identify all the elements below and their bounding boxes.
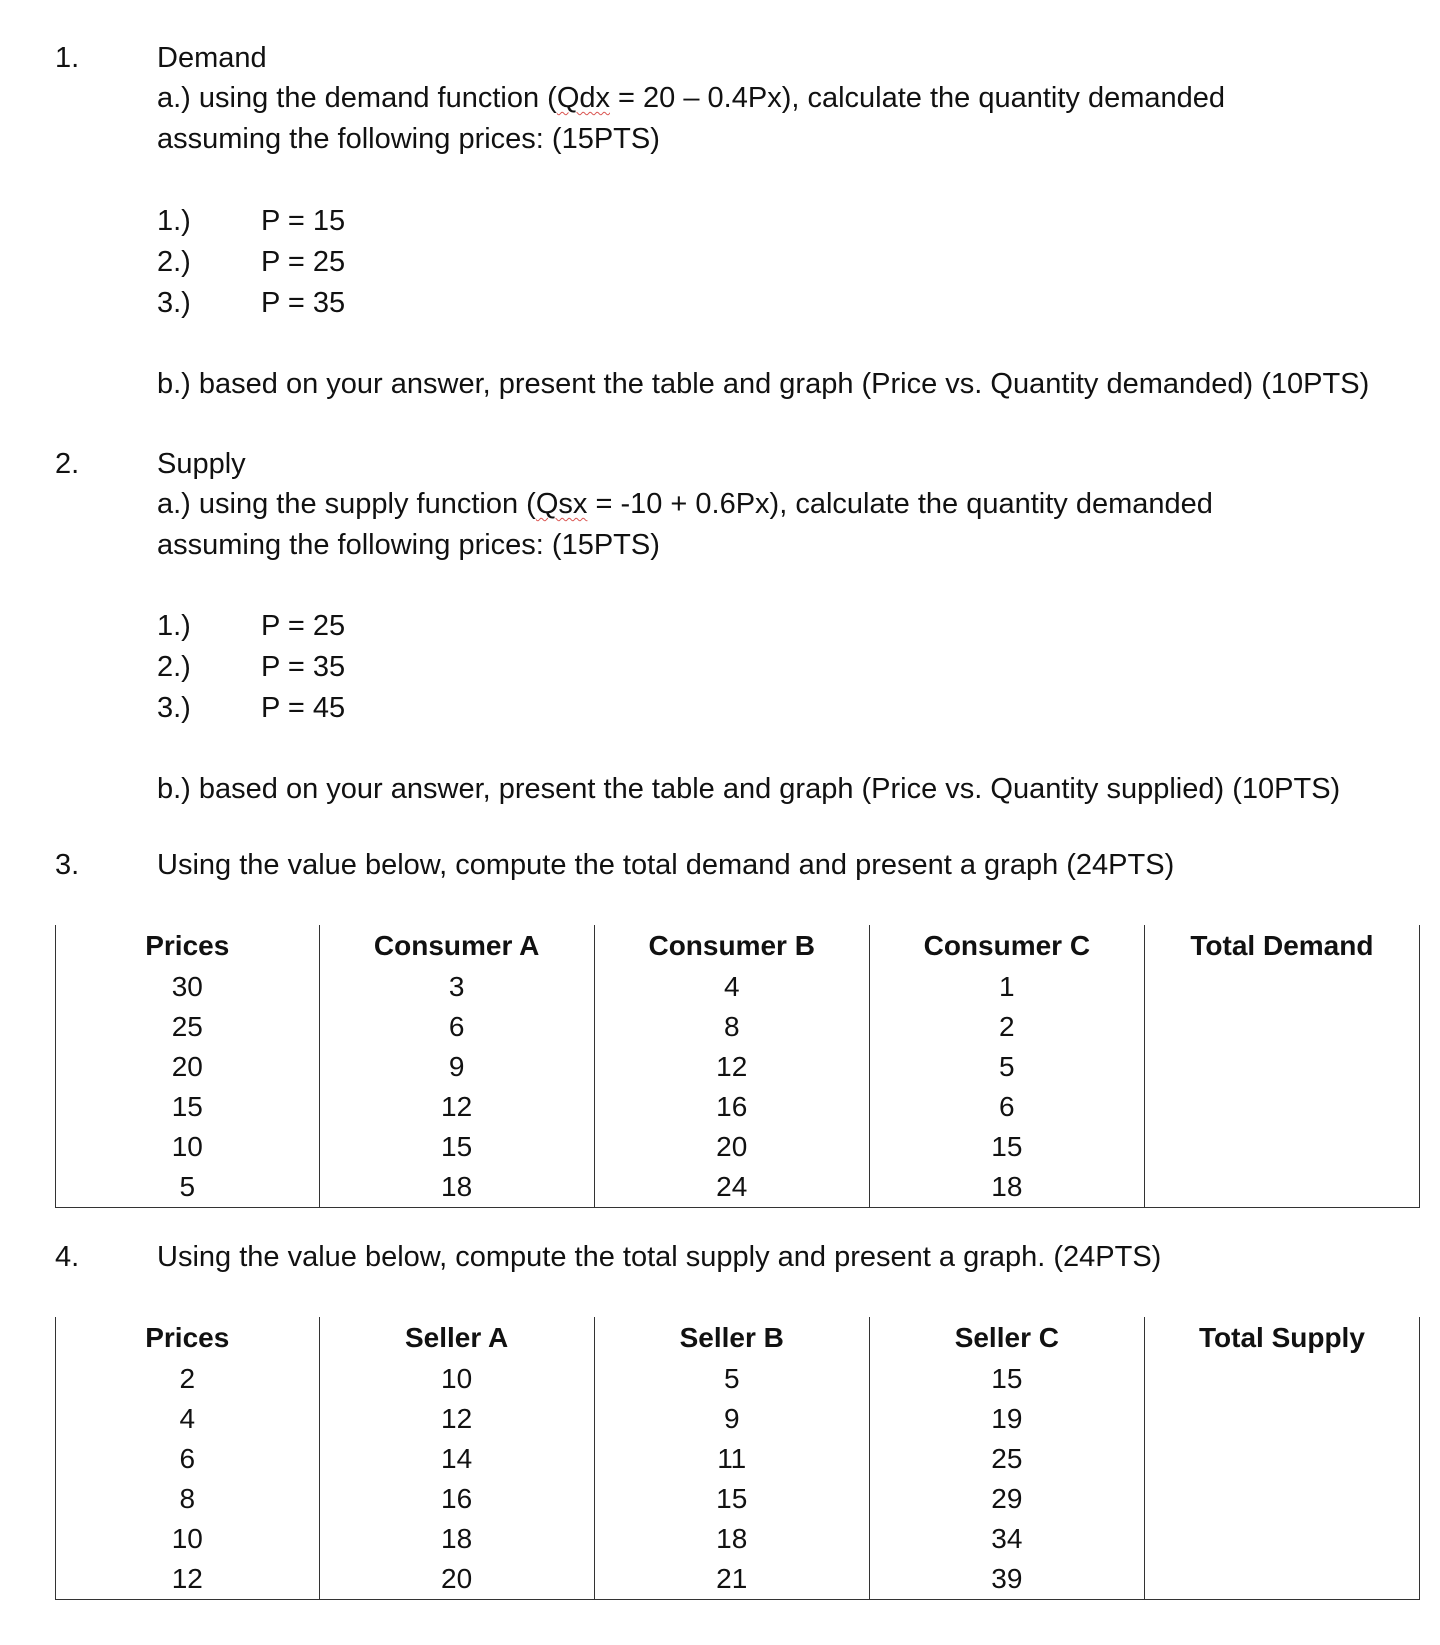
table-cell-empty bbox=[1144, 1167, 1419, 1208]
table-row bbox=[56, 1519, 1420, 1559]
table-cell: 19 bbox=[869, 1399, 1144, 1439]
table-cell-empty bbox=[1144, 967, 1419, 1007]
q2-part-a bbox=[157, 490, 1213, 519]
q1-price-3-value: P = 35 bbox=[261, 287, 346, 319]
table-cell: 20 bbox=[594, 1127, 869, 1167]
table-cell: 18 bbox=[319, 1167, 594, 1208]
table-row bbox=[56, 967, 1420, 1007]
q1-part-a-line2: assuming the following prices: (15PTS) bbox=[157, 123, 660, 155]
table-cell: 34 bbox=[869, 1519, 1144, 1559]
table-cell: 2 bbox=[869, 1007, 1144, 1047]
table-cell-empty bbox=[1144, 1439, 1419, 1479]
table-header-row bbox=[56, 1317, 1420, 1359]
col-header-prices: Prices bbox=[56, 925, 320, 967]
table-cell: 3 bbox=[319, 967, 594, 1007]
table-cell: 14 bbox=[319, 1439, 594, 1479]
q2-number: 2. bbox=[55, 448, 80, 480]
q4-number: 4. bbox=[55, 1241, 80, 1273]
q3-number: 3. bbox=[55, 849, 80, 881]
supply-table bbox=[55, 1317, 1420, 1600]
table-cell: 18 bbox=[594, 1519, 869, 1559]
table-row bbox=[56, 1087, 1420, 1127]
table-cell: 11 bbox=[594, 1439, 869, 1479]
table-cell: 30 bbox=[56, 967, 320, 1007]
table-cell: 20 bbox=[319, 1559, 594, 1600]
table-cell: 25 bbox=[56, 1007, 320, 1047]
table-cell: 15 bbox=[56, 1087, 320, 1127]
q2-price-1-value: P = 25 bbox=[261, 610, 346, 642]
table-cell: 6 bbox=[56, 1439, 320, 1479]
col-header-consumer-b: Consumer B bbox=[594, 925, 869, 967]
q1-part-a-before: a.) using the demand function ( bbox=[157, 82, 557, 114]
col-header-seller-c: Seller C bbox=[869, 1317, 1144, 1359]
table-cell: 29 bbox=[869, 1479, 1144, 1519]
table-cell: 15 bbox=[869, 1127, 1144, 1167]
col-header-consumer-a: Consumer A bbox=[319, 925, 594, 967]
table-cell: 12 bbox=[56, 1559, 320, 1600]
table-row bbox=[56, 1399, 1420, 1439]
q2-part-b: b.) based on your answer, present the table and graph (Price vs. Quantity supplied) (10PTS) bbox=[157, 773, 1341, 805]
table-cell: 20 bbox=[56, 1047, 320, 1087]
q1-heading: Demand bbox=[157, 42, 267, 74]
table-row bbox=[56, 1359, 1420, 1399]
table-row bbox=[56, 1167, 1420, 1208]
table-cell: 6 bbox=[319, 1007, 594, 1047]
q1-price-1-label: 1.) bbox=[157, 205, 191, 237]
table-cell: 16 bbox=[594, 1087, 869, 1127]
table-cell: 4 bbox=[594, 967, 869, 1007]
table-cell: 5 bbox=[56, 1167, 320, 1208]
q2-price-3-label: 3.) bbox=[157, 692, 191, 724]
table-cell: 6 bbox=[869, 1087, 1144, 1127]
table-cell-empty bbox=[1144, 1559, 1419, 1600]
table-cell: 5 bbox=[869, 1047, 1144, 1087]
q2-price-1-label: 1.) bbox=[157, 610, 191, 642]
q4-text: Using the value below, compute the total supply and present a graph. (24PTS) bbox=[157, 1241, 1162, 1273]
table-row bbox=[56, 1479, 1420, 1519]
table-cell: 8 bbox=[594, 1007, 869, 1047]
table-row bbox=[56, 1439, 1420, 1479]
table-cell: 18 bbox=[319, 1519, 594, 1559]
q2-function-name: Qsx bbox=[535, 488, 588, 520]
q2-part-a-line2: assuming the following prices: (15PTS) bbox=[157, 529, 660, 561]
table-cell: 1 bbox=[869, 967, 1144, 1007]
table-cell: 39 bbox=[869, 1559, 1144, 1600]
q1-price-2-value: P = 25 bbox=[261, 246, 346, 278]
q2-price-2-value: P = 35 bbox=[261, 651, 346, 683]
table-row bbox=[56, 1127, 1420, 1167]
demand-table bbox=[55, 925, 1420, 1208]
table-cell-empty bbox=[1144, 1399, 1419, 1439]
table-cell: 9 bbox=[319, 1047, 594, 1087]
table-cell: 15 bbox=[594, 1479, 869, 1519]
q1-function-name: Qdx bbox=[556, 82, 610, 114]
q2-part-a-before: a.) using the supply function ( bbox=[157, 488, 536, 520]
q2-price-3-value: P = 45 bbox=[261, 692, 346, 724]
table-cell: 15 bbox=[319, 1127, 594, 1167]
table-cell-empty bbox=[1144, 1127, 1419, 1167]
table-row bbox=[56, 1007, 1420, 1047]
col-header-seller-b: Seller B bbox=[594, 1317, 869, 1359]
table-cell: 10 bbox=[56, 1519, 320, 1559]
q1-price-2-label: 2.) bbox=[157, 246, 191, 278]
table-cell: 12 bbox=[594, 1047, 869, 1087]
table-cell: 12 bbox=[319, 1087, 594, 1127]
table-cell: 8 bbox=[56, 1479, 320, 1519]
q1-price-1-value: P = 15 bbox=[261, 205, 346, 237]
q1-number: 1. bbox=[55, 42, 80, 74]
col-header-total-demand: Total Demand bbox=[1144, 925, 1419, 967]
table-cell: 21 bbox=[594, 1559, 869, 1600]
table-cell: 5 bbox=[594, 1359, 869, 1399]
table-cell-empty bbox=[1144, 1047, 1419, 1087]
table-cell: 12 bbox=[319, 1399, 594, 1439]
table-row bbox=[56, 1559, 1420, 1600]
table-cell: 9 bbox=[594, 1399, 869, 1439]
table-row bbox=[56, 1047, 1420, 1087]
table-cell: 16 bbox=[319, 1479, 594, 1519]
table-cell: 10 bbox=[56, 1127, 320, 1167]
q2-price-2-label: 2.) bbox=[157, 651, 191, 683]
col-header-total-supply: Total Supply bbox=[1144, 1317, 1419, 1359]
table-cell-empty bbox=[1144, 1007, 1419, 1047]
col-header-consumer-c: Consumer C bbox=[869, 925, 1144, 967]
table-cell: 18 bbox=[869, 1167, 1144, 1208]
table-cell: 10 bbox=[319, 1359, 594, 1399]
table-header-row bbox=[56, 925, 1420, 967]
table-cell: 15 bbox=[869, 1359, 1144, 1399]
table-cell-empty bbox=[1144, 1359, 1419, 1399]
q2-heading: Supply bbox=[157, 448, 246, 480]
table-cell-empty bbox=[1144, 1479, 1419, 1519]
table-cell: 4 bbox=[56, 1399, 320, 1439]
table-cell: 2 bbox=[56, 1359, 320, 1399]
q1-part-b: b.) based on your answer, present the table and graph (Price vs. Quantity demanded) (10PTS) bbox=[157, 368, 1370, 400]
q1-part-a bbox=[157, 84, 1225, 113]
q3-text: Using the value below, compute the total demand and present a graph (24PTS) bbox=[157, 849, 1175, 881]
col-header-seller-a: Seller A bbox=[319, 1317, 594, 1359]
table-cell-empty bbox=[1144, 1519, 1419, 1559]
col-header-prices: Prices bbox=[56, 1317, 320, 1359]
table-cell: 24 bbox=[594, 1167, 869, 1208]
table-cell-empty bbox=[1144, 1087, 1419, 1127]
q1-price-3-label: 3.) bbox=[157, 287, 191, 319]
q2-part-a-after: = -10 + 0.6Px), calculate the quantity demanded bbox=[587, 488, 1213, 520]
q1-part-a-after: = 20 – 0.4Px), calculate the quantity demanded bbox=[610, 82, 1226, 114]
table-cell: 25 bbox=[869, 1439, 1144, 1479]
